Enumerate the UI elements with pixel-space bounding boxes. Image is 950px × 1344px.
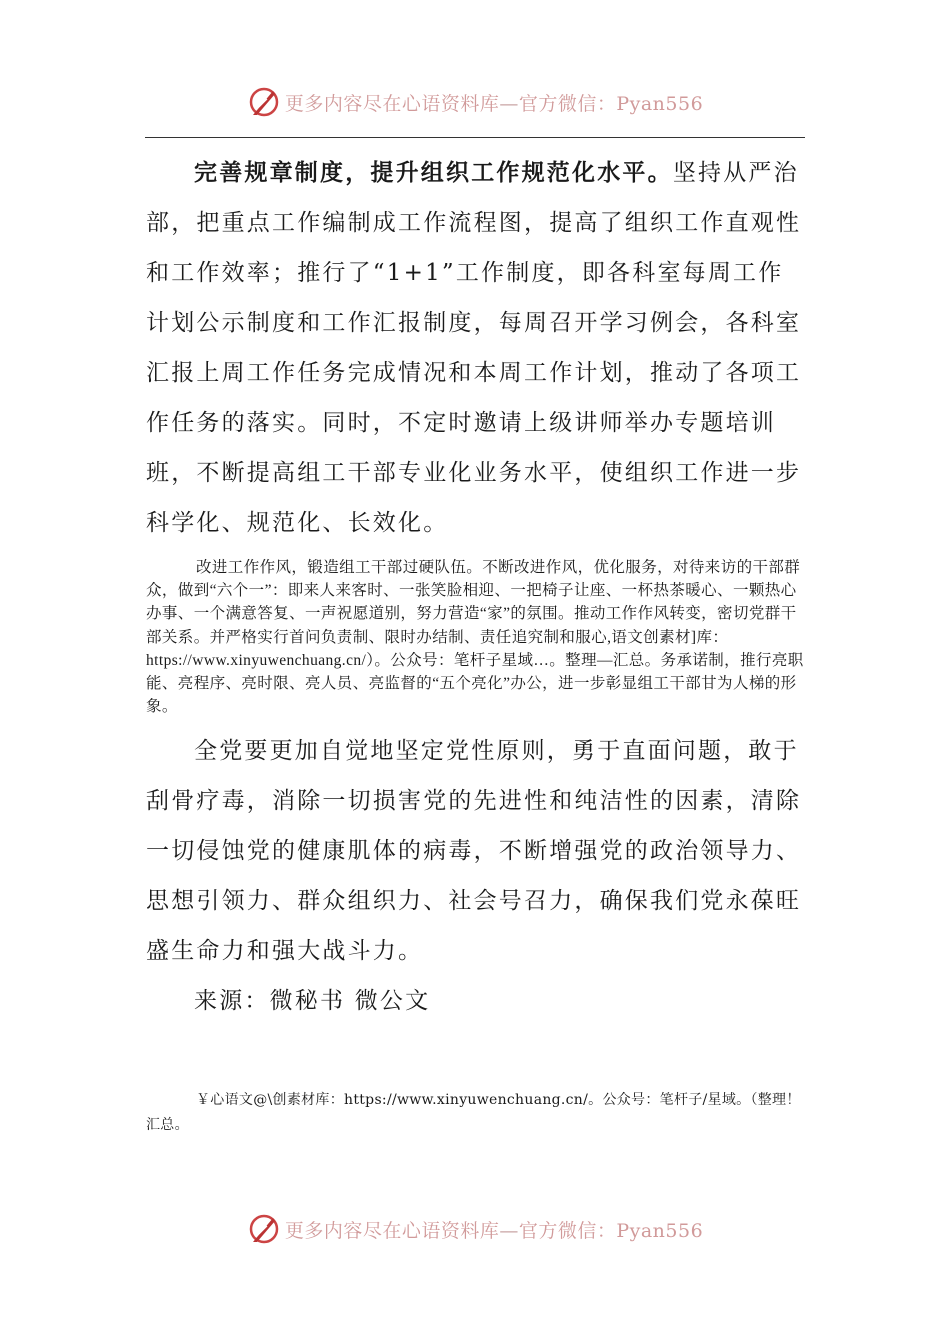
paragraph-1-text: 坚持从严治部，把重点工作编制成工作流程图，提高了组织工作直观性和工作效率；推行了“1+1”工作制度，即各科室每周工作计划公示制度和工作汇报制度，每周召开学习例会，各科室汇报上周工作任务完成情况和本周工作计划，推动了各项工作任务的落实。同时，不定时邀请上级讲师举办专题培训班，不断提高组工干部专业化业务水平，使组织工作进一步科学化、规范化、长效化。 (146, 160, 802, 536)
source-line: 来源：微秘书 微公文 (194, 988, 431, 1015)
banner-text: 更多内容尽在心语资料库—官方微信：Pyan556 (284, 92, 704, 115)
quill-logo-icon (247, 1212, 281, 1246)
paragraph-3: 全党要更加自觉地坚定党性原则，勇于直面问题，敢于刮骨疗毒，消除一切损害党的先进性和纯洁性的因素，清除一切侵蚀党的健康肌体的病毒，不断增强党的政治领导力、思想引领力、群众组织力、社会号召力，确保我们党永葆旺盛生命力和强大战斗力。 (146, 738, 802, 965)
paragraph-1 (146, 148, 806, 548)
paragraph-2: 改进工作作风，锻造组工干部过硬队伍。不断改进作风，优化服务，对待来访的干部群众，做到“六个一”：即来人来客时、一张笑脸相迎、一把椅子让座、一杯热茶暖心、一颗热心办事、一个满意答复、一声祝愿道别，努力营造“家”的氛围。推动工作作风转变，密切党群干部关系。并严格实行首问负责制、限时办结制、责任追究制和服心,语文创素材]库：https://www.xinyuwenchuang.cn/）。公众号：笔杆子星域…。整理—汇总。务承诺制，推行亮职能、亮程序、亮时限、亮人员、亮监督的“五个亮化”办公，进一步彰显组工干部甘为人梯的形象。 (146, 559, 804, 716)
quill-logo-icon (247, 85, 281, 119)
paragraph-1-heading: 完善规章制度，提升组织工作规范化水平。 (194, 159, 673, 186)
footnote: ￥心语文@\创素材库：https://www.xinyuwenchuang.cn/。公众号：笔杆子/星域。（整理！汇总。 (146, 1092, 801, 1133)
header-banner (0, 82, 950, 122)
banner-text: 更多内容尽在心语资料库—官方微信：Pyan556 (284, 1219, 704, 1242)
footer-banner (0, 1209, 950, 1249)
header-rule (145, 137, 805, 138)
document-body (146, 148, 806, 1026)
